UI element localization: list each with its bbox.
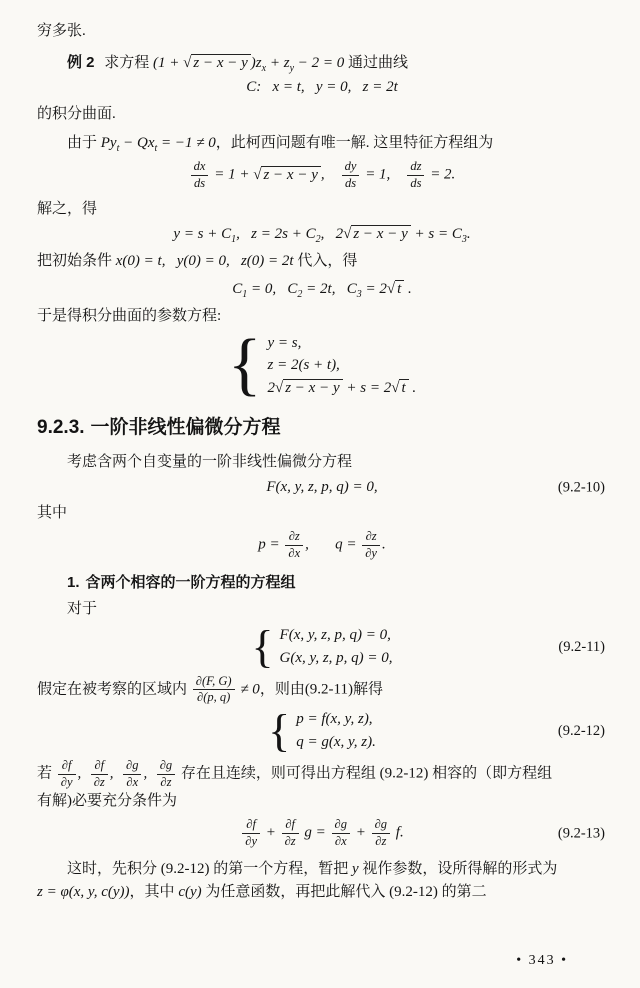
initial-lead-text: 把初始条件 xyxy=(37,253,113,270)
fraction-numerator: ∂z xyxy=(285,529,303,546)
sqrt-argument: t xyxy=(399,379,408,396)
math-fragment: , xyxy=(109,765,122,782)
math-fragment: + xyxy=(262,825,280,841)
dangling-text xyxy=(37,20,607,43)
dangling-label: 穷多张. xyxy=(37,23,86,39)
subscript: 2 xyxy=(315,233,321,245)
fraction-denominator: ∂z xyxy=(93,774,105,789)
final-tail-text: 视作参数，设所得解的形式为 xyxy=(362,860,558,877)
math-fragment: c(y) xyxy=(178,883,202,900)
eq-number-9-2-11: (9.2-11) xyxy=(558,638,605,655)
math-fragment: (1 + xyxy=(153,55,184,72)
math-fragment: Py xyxy=(100,135,117,151)
for-label: 对于 xyxy=(67,601,98,618)
constants-equation xyxy=(37,280,607,300)
parametric-intro-text xyxy=(37,305,607,328)
math-fragment: z = φ(x, y, c(y)) xyxy=(37,883,130,900)
math-fragment: x(0) = t, y(0) = 0, z(0) = 2t xyxy=(115,253,294,270)
initial-conditions-paragraph xyxy=(37,250,607,273)
system-row: q = g(x, y, z). xyxy=(296,733,376,750)
eq-number-9-2-12: (9.2-12) xyxy=(557,722,605,739)
sqrt-expression xyxy=(343,225,411,242)
parametric-system xyxy=(37,330,607,400)
fraction-denominator: ∂z xyxy=(160,774,172,789)
math-fragment: F(x, y, z, p, q) = 0, xyxy=(266,479,378,496)
assume-lead-text: 假定在被考察的区域内 xyxy=(37,681,188,698)
fraction-numerator: ∂g xyxy=(372,817,390,834)
subscript: t xyxy=(154,143,158,154)
fraction-denominator: ∂z xyxy=(284,834,296,849)
fraction-numerator: ∂f xyxy=(282,817,299,834)
subscript: 1 xyxy=(242,288,248,300)
fraction-numerator: ∂g xyxy=(332,817,350,834)
solve-label: 解之，得 xyxy=(37,200,98,217)
system-row: G(x, y, z, p, q) = 0, xyxy=(279,649,393,666)
math-fragment: . xyxy=(381,536,386,553)
fraction-dg-dx xyxy=(332,817,350,849)
subscript: 3 xyxy=(356,288,362,300)
math-fragment: + s = 2 xyxy=(342,379,392,396)
sqrt-argument: z − x − y xyxy=(191,54,250,71)
fraction-df-dz xyxy=(282,817,299,849)
example-label: 例 2 xyxy=(67,54,95,72)
section-heading xyxy=(37,416,607,441)
subscript: t xyxy=(116,143,120,154)
final-paragraph-line1 xyxy=(37,858,607,881)
cauchy-lead-text: 由于 xyxy=(67,135,98,151)
math-fragment: )z xyxy=(250,55,262,72)
page-number: • 343 • xyxy=(516,953,568,969)
for-text xyxy=(37,598,607,621)
sqrt-argument: t xyxy=(395,280,404,297)
fraction-dx-ds xyxy=(191,159,209,191)
fraction-dz-dx xyxy=(285,529,303,561)
subscript: y xyxy=(289,63,295,75)
parametric-system-rows xyxy=(267,332,416,400)
final2-tail-text: 为任意函数，再把此解代入 (9.2-12) 的第二 xyxy=(205,883,487,900)
fraction-dg-dz xyxy=(157,758,175,790)
system-row: { F(x, y, z, p, q) = 0, xyxy=(279,627,391,644)
sqrt-expression xyxy=(387,280,404,297)
section-number: 9.2.3. xyxy=(37,417,85,439)
sqrt-argument: z − x − y xyxy=(351,225,410,242)
math-fragment: = −1 ≠ 0 xyxy=(157,135,216,151)
fraction-numerator: ∂f xyxy=(242,817,260,834)
final-paragraph-line2 xyxy=(37,881,607,904)
example-2-paragraph xyxy=(37,51,607,75)
fraction-numerator: dy xyxy=(342,159,360,176)
math-fragment: y = s + C xyxy=(173,225,232,242)
math-fragment: y xyxy=(352,860,359,877)
fraction-numerator: dz xyxy=(407,159,424,176)
equation-9-2-10 xyxy=(37,478,607,498)
math-fragment: , 2 xyxy=(320,225,344,242)
fraction-denominator: ∂y xyxy=(245,834,257,849)
fraction-dg-dx xyxy=(123,758,141,790)
math-fragment: = 0, C xyxy=(247,280,298,297)
fraction-denominator: ds xyxy=(344,175,357,190)
math-fragment: . xyxy=(408,379,417,396)
math-fragment: . xyxy=(466,225,471,242)
system-rows xyxy=(280,624,393,669)
math-fragment: − 2 = 0 xyxy=(294,55,345,72)
subscript: 2 xyxy=(297,288,303,300)
math-fragment: = 2. xyxy=(426,166,456,183)
characteristic-equations xyxy=(37,159,607,191)
equation-9-2-13 xyxy=(37,817,607,849)
math-fragment: = 1, xyxy=(361,166,406,183)
fraction-dg-dz xyxy=(372,817,390,849)
final2-text: ，其中 xyxy=(129,883,175,900)
math-fragment: = 1 + xyxy=(210,166,254,183)
fraction-dz-ds xyxy=(407,159,424,191)
fraction-denominator: ∂x xyxy=(126,774,139,789)
math-fragment: C: x = t, y = 0, z = 2t xyxy=(246,78,398,95)
subsection-heading xyxy=(37,571,607,594)
if-lead-text: 若 xyxy=(37,765,53,782)
cauchy-uniqueness-paragraph xyxy=(37,132,607,155)
fraction-numerator: dx xyxy=(191,159,209,176)
solve-text xyxy=(37,198,607,221)
subscript: 1 xyxy=(231,233,237,245)
general-solution-equation xyxy=(37,225,607,245)
curve-equation xyxy=(37,76,607,99)
math-fragment: g = xyxy=(300,825,330,841)
equation-9-2-11 xyxy=(37,624,607,670)
continuity-paragraph xyxy=(37,758,607,790)
equation-system xyxy=(37,624,607,670)
fraction-denominator: ds xyxy=(194,175,206,190)
fraction-df-dy xyxy=(242,817,260,849)
fraction-denominator: ∂y xyxy=(60,774,73,789)
system-row: z = 2(s + t), xyxy=(267,357,340,373)
eq-number-9-2-13: (9.2-13) xyxy=(557,825,605,842)
fraction-numerator: ∂g xyxy=(123,758,141,775)
fraction-denominator: ∂y xyxy=(365,545,377,560)
if-tail-text: 存在且连续，则可得出方程组 (9.2-12) 相容的（即方程组 xyxy=(180,765,553,782)
sqrt-expression xyxy=(391,379,408,396)
math-fragment: , xyxy=(77,765,89,782)
math-fragment: = 2t, C xyxy=(302,280,357,297)
subsection-title: 含两个相容的一阶方程的方程组 xyxy=(85,574,296,592)
fraction-denominator: ∂x xyxy=(288,545,301,560)
system-rows xyxy=(296,708,376,753)
math-fragment: p = xyxy=(258,536,284,553)
assume-tail-text: ，则由(9.2-11)解得 xyxy=(259,681,383,698)
initial-tail-text: 代入，得 xyxy=(297,253,358,270)
math-fragment: + s = C xyxy=(410,225,462,242)
section-title: 一阶非线性偏微分方程 xyxy=(90,417,281,439)
solvable-condition-text xyxy=(37,790,607,813)
fraction-denominator: ∂(p, q) xyxy=(197,690,231,705)
fraction-denominator: ∂x xyxy=(334,834,347,849)
example-lead-text: 求方程 xyxy=(104,55,150,72)
solvable-condition-label: 有解)必要充分条件为 xyxy=(37,793,177,810)
eq-number-9-2-10: (9.2-10) xyxy=(557,479,605,496)
fraction-dy-ds xyxy=(342,159,360,191)
surface-label: 的积分曲面. xyxy=(37,105,116,122)
math-fragment: , xyxy=(320,166,340,183)
sqrt-expression xyxy=(183,54,251,71)
math-fragment: f. xyxy=(392,825,404,841)
subscript: x xyxy=(261,63,267,75)
system-row: { p = f(x, y, z), xyxy=(296,711,373,728)
math-fragment: C xyxy=(232,280,243,297)
math-fragment: . xyxy=(404,280,412,297)
math-fragment: + xyxy=(351,825,370,841)
fraction-numerator: ∂f xyxy=(58,758,76,775)
math-fragment: 2 xyxy=(267,379,275,396)
final-lead-text: 这时，先积分 (9.2-12) 的第一个方程，暂把 xyxy=(67,860,349,877)
among-text xyxy=(37,502,607,525)
fraction-numerator: ∂g xyxy=(157,758,175,775)
math-fragment: = 2 xyxy=(361,280,387,297)
sqrt-expression xyxy=(275,379,343,396)
math-fragment: , xyxy=(143,765,155,782)
subscript: 3 xyxy=(461,233,467,245)
sqrt-expression xyxy=(253,166,321,183)
sqrt-argument: z − x − y xyxy=(261,166,320,183)
math-fragment: ≠ 0 xyxy=(236,681,260,698)
sqrt-argument: z − x − y xyxy=(283,379,342,396)
system-row xyxy=(267,377,416,400)
fraction-denominator: ds xyxy=(410,175,422,190)
equation-system xyxy=(37,708,607,754)
parametric-intro-label: 于是得积分曲面的参数方程: xyxy=(37,308,222,324)
cauchy-tail-text: ，此柯西问题有唯一解. 这里特征方程组为 xyxy=(215,135,494,151)
math-fragment: + z xyxy=(266,55,290,72)
fraction-numerator: ∂z xyxy=(362,529,380,546)
pq-definition-equation xyxy=(37,529,607,561)
system-row: { y = s, xyxy=(267,334,302,351)
fraction-denominator: ∂z xyxy=(375,834,387,849)
math-fragment: − Qx xyxy=(119,135,155,151)
fraction-jacobian xyxy=(193,674,235,706)
fraction-df-dz xyxy=(91,758,108,790)
equation-9-2-12 xyxy=(37,708,607,754)
fraction-dz-dy xyxy=(362,529,380,561)
example-tail-text: 通过曲线 xyxy=(348,55,409,72)
among-label: 其中 xyxy=(37,504,68,521)
subsection-number: 1. xyxy=(67,574,80,592)
consider-paragraph xyxy=(37,451,607,474)
integral-surface-text xyxy=(37,103,607,126)
fraction-numerator: ∂f xyxy=(91,758,108,775)
consider-label: 考虑含两个自变量的一阶非线性偏微分方程 xyxy=(67,453,353,470)
fraction-numerator: ∂(F, G) xyxy=(193,674,235,691)
math-fragment: , q = xyxy=(305,536,361,553)
math-fragment: , z = 2s + C xyxy=(236,225,316,242)
assume-paragraph xyxy=(37,674,607,706)
fraction-df-dy xyxy=(58,758,76,790)
